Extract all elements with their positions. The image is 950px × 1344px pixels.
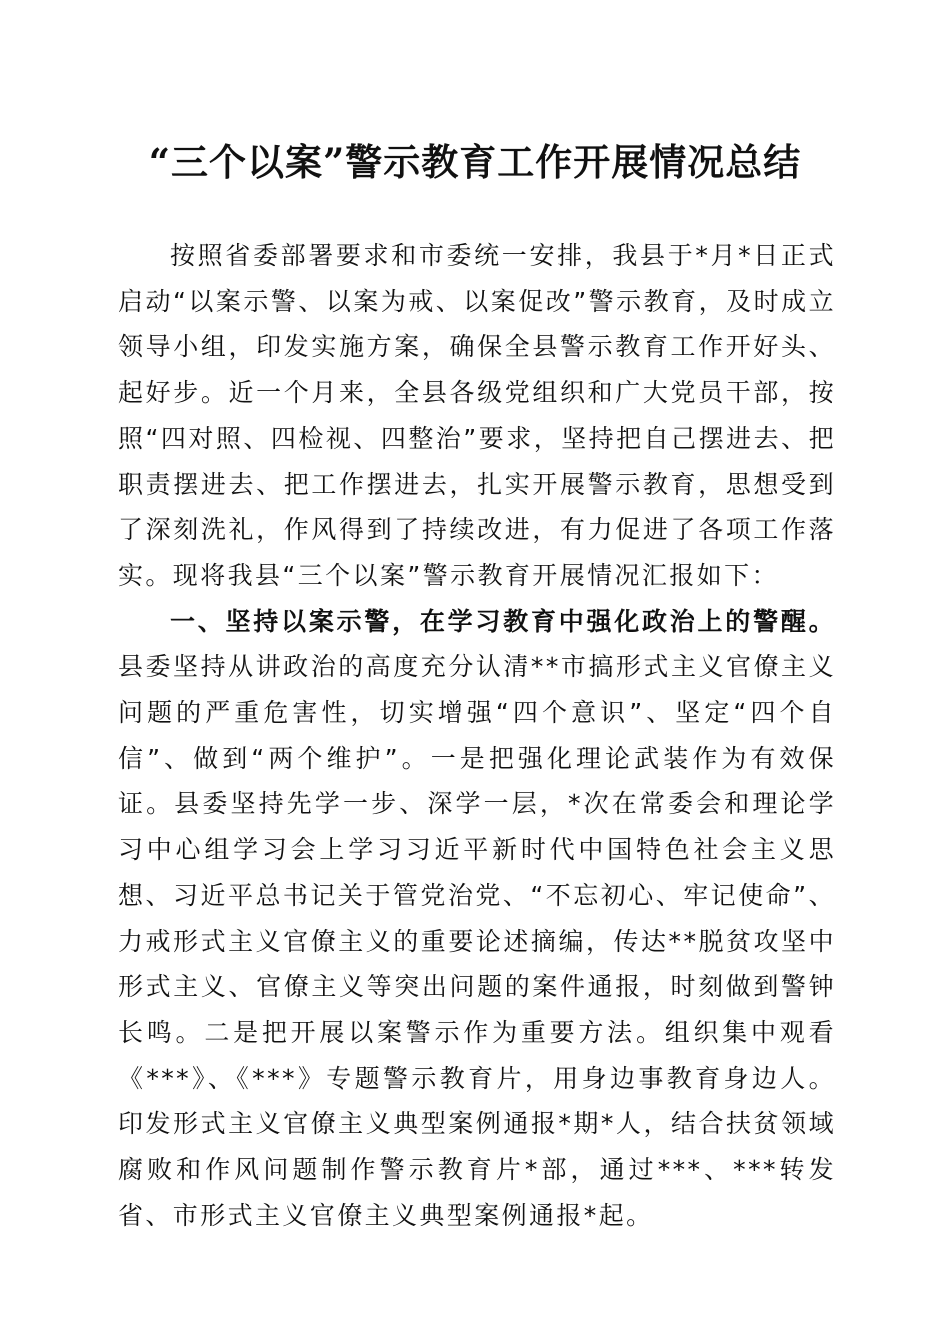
section-one-text: 县委坚持从讲政治的高度充分认清**市搞形式主义官僚主义问题的严重危害性，切实增强“四个意识”、坚定“四个自信”、做到“两个维护”。一是把强化理论武装作为有效保证。县委坚持先学一步、深学一层，*次在常委会和理论学习中心组学习会上学习习近平新时代中国特色社会主义思想、习近平总书记关于管党治党、“不忘初心、牢记使命”、力戒形式主义官僚主义的重要论述摘编，传达**脱贫攻坚中形式主义、官僚主义等突出问题的案件通报，时刻做到警钟长鸣。二是把开展以案警示作为重要方法。组织集中观看《***》、《***》专题警示教育片，用身边事教育身边人。印发形式主义官僚主义典型案例通报*期*人，结合扶贫领域腐败和作风问题制作警示教育片*部，通过***、***转发省、市形式主义官僚主义典型案例通报*起。 [118,652,836,1230]
section-one-heading: 一、坚持以案示警，在学习教育中强化政治上的警醒。 [170,606,836,636]
intro-paragraph-text: 按照省委部署要求和市委统一安排，我县于*月*日正式启动“以案示警、以案为戒、以案促改”警示教育，及时成立领导小组，印发实施方案，确保全县警示教育工作开好头、起好步。近一个月来，全县各级党组织和广大党员干部，按照“四对照、四检视、四整治”要求，坚持把自己摆进去、把职责摆进去、把工作摆进去，扎实开展警示教育，思想受到了深刻洗礼，作风得到了持续改进，有力促进了各项工作落实。现将我县“三个以案”警示教育开展情况汇报如下： [118,241,836,590]
section-one-paragraph [118,599,836,1239]
document-body [118,233,836,1238]
intro-paragraph [118,233,836,599]
document-title: “三个以案”警示教育工作开展情况总结 [148,140,802,184]
